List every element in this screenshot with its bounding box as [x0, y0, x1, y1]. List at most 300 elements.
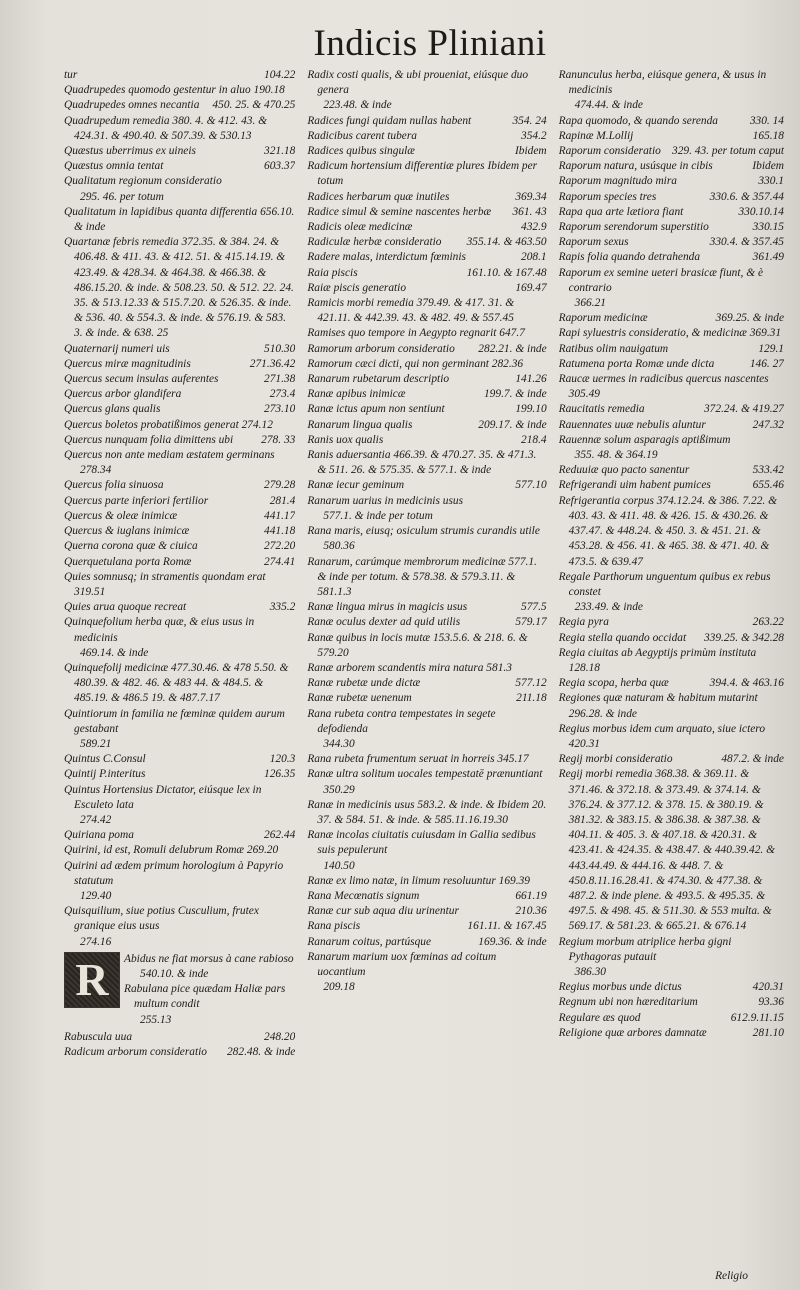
- entry-text: Quirini ad ædem primum horologium à Papyrio statutum: [64, 859, 284, 887]
- index-entry: [307, 68, 546, 114]
- entry-reference: 282.21. & inde: [478, 342, 547, 355]
- entry-reference: 441.18: [264, 525, 296, 538]
- index-entry: [559, 722, 784, 752]
- index-entry: [64, 205, 295, 235]
- entry-reference: 366.21: [574, 297, 606, 310]
- entry-text: Quercus glans qualis: [64, 403, 161, 416]
- entry-text: Ranæ lingua mirus in magicis usus: [307, 601, 468, 614]
- entry-reference: 279.28: [264, 479, 296, 492]
- entry-reference: 386.30: [574, 965, 606, 978]
- entry-text: Ranæ rubetæ unde dictæ: [307, 677, 421, 690]
- entry-reference: 208.1: [521, 251, 547, 264]
- entry-text: Rapinæ M.Lollij: [558, 129, 634, 142]
- index-entry: [559, 220, 784, 235]
- entry-text: Ranæ cur sub aqua diu urinentur: [307, 905, 459, 918]
- index-entry: [559, 646, 784, 676]
- entry-text: Ratibus olim nauigatum: [558, 342, 669, 355]
- entry-reference: 273.10: [264, 403, 296, 416]
- index-entry: [559, 433, 784, 463]
- entry-reference: 330.6. & 357.44: [709, 190, 784, 203]
- entry-text: Regulare æs quod: [558, 1011, 641, 1024]
- index-entry: [559, 995, 784, 1010]
- entry-reference: 577.10: [515, 479, 547, 492]
- index-entry: [307, 798, 546, 828]
- dropcap-entries: [124, 952, 295, 1028]
- entry-reference: 218.4: [521, 433, 547, 446]
- entry-text: Rapi syluestris consideratio, & medicinæ 369.31: [558, 327, 782, 340]
- entry-reference: 474.44. & inde: [574, 99, 643, 112]
- entry-text: Quirini, id est, Romuli delubrum Romæ 269.20: [64, 844, 279, 857]
- ornamental-initial: R: [64, 952, 120, 1008]
- entry-text: Religione quæ arbores damnatæ: [558, 1026, 707, 1039]
- index-entry: [559, 767, 784, 934]
- entry-reference: 577.12: [515, 677, 547, 690]
- entry-text: Raporum serendorum superstitio: [558, 221, 709, 234]
- page-title: Indicis Pliniani: [313, 23, 547, 64]
- index-entry: [559, 676, 784, 691]
- index-entry: [559, 935, 784, 981]
- entry-text: Ranarum uarius in medicinis usus: [307, 494, 464, 507]
- entry-reference: 210.36: [515, 905, 547, 918]
- entry-reference: 104.22: [264, 69, 296, 81]
- entry-text: Ramorum cæci dicti, qui non germinant 282.36: [307, 357, 524, 370]
- entry-text: Raporum sexus: [558, 236, 629, 249]
- entry-text: Rana rubeta frumentum seruat in horreis 345.17: [307, 753, 529, 766]
- entry-text: Quinquefolij medicinæ 477.30.46. & 478 5.50. & 480.39. & 482. 46. & 483 44. & 484.5. & 485.19. & 486.5 19. & 487.7.17: [64, 661, 289, 705]
- index-entry: [559, 159, 784, 174]
- entry-reference: 274.41: [264, 555, 296, 568]
- index-entry: [307, 326, 546, 341]
- index-entry: [64, 114, 295, 144]
- index-entry: [64, 342, 295, 357]
- index-entry: [307, 205, 546, 220]
- entry-reference: 335.2: [269, 601, 296, 614]
- entry-text: Quæstus uberrimus ex uineis: [64, 145, 196, 158]
- entry-text: Rabulana pice quædam Haliæ pars multum condit: [124, 983, 286, 1011]
- index-entry: [307, 357, 546, 372]
- entry-reference: 540.10. & inde: [140, 967, 209, 980]
- index-entry: [307, 950, 546, 996]
- entry-reference: 432.9: [521, 221, 547, 234]
- index-entry: [307, 250, 546, 265]
- index-entry: [559, 266, 784, 312]
- entry-reference: 441.17: [264, 509, 296, 522]
- entry-reference: 169.47: [515, 281, 547, 294]
- index-entry: [307, 615, 546, 630]
- index-entry: [64, 478, 295, 493]
- index-entry: [307, 159, 546, 189]
- entry-text: Ranarum marium uox fœminas ad coitum uocantium: [307, 950, 497, 978]
- index-entry: [307, 919, 546, 934]
- index-entry: [307, 433, 546, 448]
- index-entry: [64, 661, 295, 707]
- entry-text: Quæstus omnia tentat: [64, 160, 164, 173]
- entry-text: Refrigerandi uim habent pumices: [558, 479, 711, 492]
- entry-reference: 330.15: [752, 221, 784, 234]
- index-column-1: [64, 68, 295, 1283]
- entry-reference: 344.30: [323, 737, 355, 750]
- entry-reference: 141.26: [515, 373, 547, 386]
- entry-text: Quintij P.interitus: [64, 768, 146, 781]
- index-entry: [559, 1026, 784, 1041]
- entry-text: Radice simul & semine nascentes herbæ: [307, 205, 492, 218]
- entry-reference: 469.14. & inde: [80, 646, 149, 659]
- entry-reference: 661.19: [515, 889, 547, 902]
- entry-reference: 140.50: [323, 859, 355, 872]
- entry-reference: 120.3: [269, 753, 296, 766]
- entry-reference: 420.31: [752, 981, 784, 994]
- entry-reference: 247.32: [752, 418, 784, 431]
- entry-text: Radix costi qualis, & ubi proueniat, eiúsque duo genera: [307, 69, 529, 97]
- index-entry: [64, 235, 295, 341]
- index-entry: [307, 402, 546, 417]
- entry-reference: 223.48. & inde: [323, 99, 392, 112]
- entry-reference: 354. 24: [512, 114, 547, 127]
- entry-text: Regius morbus idem cum arquato, siue ictero 420.31: [558, 722, 766, 750]
- entry-text: Radicum hortensium differentiæ plures Ibidem per totum: [307, 160, 538, 188]
- entry-text: Rana maris, eiusq; osiculum strumis curandis utile: [307, 525, 540, 538]
- index-entry: [307, 555, 546, 601]
- index-entry: [307, 874, 546, 889]
- index-entry: [559, 68, 784, 114]
- index-entry: [64, 707, 295, 753]
- entry-reference: 129.40: [80, 889, 112, 902]
- index-entry: [559, 342, 784, 357]
- index-column-2: [307, 68, 546, 1283]
- entry-text: Quintus Hortensius Dictator, eiúsque lex in Esculeto lata: [64, 783, 262, 811]
- entry-text: Raucæ uermes in radicibus quercus nascentes 305.49: [558, 373, 769, 401]
- index-entry: [307, 342, 546, 357]
- entry-text: Quercus arbor glandifera: [64, 388, 182, 401]
- entry-text: Raiæ piscis generatio: [307, 281, 407, 294]
- entry-reference: 161.11. & 167.45: [467, 920, 547, 933]
- entry-text: Ranarum lingua qualis: [307, 418, 413, 431]
- entry-reference: 369.25. & inde: [715, 312, 784, 325]
- index-entry: [307, 691, 546, 706]
- index-entry: [64, 509, 295, 524]
- index-entry: [307, 676, 546, 691]
- index-entry: [64, 600, 295, 615]
- entry-reference: 271.36.42: [249, 357, 296, 370]
- index-entry: [64, 539, 295, 554]
- entry-text: Quercus folia sinuosa: [64, 479, 164, 492]
- index-entry: [307, 767, 546, 797]
- index-entry: [64, 418, 295, 433]
- entry-text: Regia stella quando occidat: [558, 631, 687, 644]
- index-entry: [307, 935, 546, 950]
- dropcap-section: [64, 952, 295, 1028]
- entry-reference: 577.5: [521, 601, 547, 614]
- entry-reference: 274.42: [80, 813, 112, 826]
- entry-text: Regiones quæ naturam & habitum mutarint 296.28. & inde: [558, 692, 758, 720]
- entry-text: Rana rubeta contra tempestates in segete defodienda: [307, 707, 496, 735]
- entry-text: Quintiorum in familia ne fœminæ quidem aurum gestabant: [64, 707, 285, 735]
- index-entry: [559, 752, 784, 767]
- index-entry: [64, 524, 295, 539]
- index-entry: [307, 220, 546, 235]
- entry-text: Rauennæ solum asparagis aptißimum: [558, 433, 731, 446]
- index-entry: [64, 83, 295, 98]
- entry-reference: 533.42: [752, 464, 784, 477]
- entry-text: Qualitatum regionum consideratio: [64, 175, 222, 188]
- entry-reference: 355. 48. & 364.19: [574, 449, 658, 462]
- index-entry: [64, 372, 295, 387]
- entry-text: Ranunculus herba, eiúsque genera, & usus in medicinis: [558, 69, 767, 97]
- entry-text: Radices fungi quidam nullas habent: [307, 114, 472, 127]
- entry-text: Quies arua quoque recreat: [64, 601, 187, 614]
- entry-text: Rapa qua arte lætiora fiant: [558, 205, 684, 218]
- entry-text: Ranis aduersantia 466.39. & 470.27. 35. & 471.3. & 511. 26. & 575.35. & 577.1. & inde: [307, 449, 537, 477]
- entry-reference: 361.49: [752, 251, 784, 264]
- entry-text: Ratumena porta Romæ unde dicta: [558, 357, 715, 370]
- entry-reference: 93.36: [758, 996, 784, 1009]
- entry-reference: 350.29: [323, 783, 355, 796]
- entry-text: Rapis folia quando detrahenda: [558, 251, 701, 264]
- index-entry: [559, 235, 784, 250]
- index-entry: [559, 478, 784, 493]
- index-entry: [559, 205, 784, 220]
- index-entry: [307, 904, 546, 919]
- entry-text: Ramises quo tempore in Aegypto regnarit 647.7: [307, 327, 525, 340]
- index-entry: [559, 463, 784, 478]
- entry-reference: 233.49. & inde: [574, 601, 643, 614]
- entry-text: Radicum arborum consideratio: [64, 1046, 208, 1058]
- index-entry: [559, 144, 784, 159]
- index-entry: [64, 555, 295, 570]
- index-entry: [64, 767, 295, 782]
- index-entry: [559, 418, 784, 433]
- entry-reference: 126.35: [264, 768, 296, 781]
- entry-reference: 354.2: [521, 129, 547, 142]
- entry-reference: Ibidem: [515, 145, 547, 158]
- index-entry: [307, 828, 546, 874]
- index-entry: [307, 387, 546, 402]
- index-entry: [307, 266, 546, 281]
- entry-reference: 579.17: [515, 616, 547, 629]
- index-columns: [64, 68, 784, 1283]
- index-entry: [559, 494, 784, 570]
- index-entry: [307, 296, 546, 326]
- entry-reference: 487.2. & inde: [721, 753, 784, 766]
- entry-reference: 580.36: [323, 540, 355, 553]
- entry-text: Raporum ex semine ueteri brasicæ fiunt, & è contrario: [558, 266, 764, 294]
- index-entry: [64, 68, 295, 83]
- index-entry: [307, 600, 546, 615]
- index-entry: [124, 952, 295, 982]
- entry-reference: 339.25. & 342.28: [703, 631, 784, 644]
- entry-text: Ranarum, carúmque membrorum medicinæ 577.1. & inde per totum. & 578.38. & 579.3.11. & 581.1.3: [307, 555, 537, 598]
- index-entry: [64, 615, 295, 661]
- entry-reference: 281.10: [752, 1026, 784, 1039]
- entry-text: Regia scopa, herba quæ: [558, 677, 669, 690]
- entry-text: Ranis uox qualis: [307, 433, 384, 446]
- index-entry: [64, 144, 295, 159]
- index-entry: [559, 190, 784, 205]
- index-entry: [307, 448, 546, 478]
- entry-reference: 282.48. & inde: [226, 1046, 296, 1058]
- index-entry: [64, 859, 295, 905]
- entry-text: Ramicis morbi remedia 379.49. & 417. 31. & 421.11. & 442.39. 43. & 482. 49. & 557.45: [307, 297, 515, 325]
- entry-text: Ranæ in medicinis usus 583.2. & inde. & Ibidem 20. 37. & 584. 51. & inde. & 585.11.16.19.30: [307, 798, 547, 826]
- index-entry: [307, 661, 546, 676]
- index-entry: [307, 129, 546, 144]
- index-entry: [559, 1011, 784, 1026]
- index-entry: [307, 418, 546, 433]
- entry-text: Reduuiæ quo pacto sanentur: [558, 464, 690, 477]
- entry-reference: 577.1. & inde per totum: [323, 509, 433, 522]
- index-entry: [64, 904, 295, 950]
- entry-text: Ranæ ex limo natæ, in limum resoluuntur 169.39: [307, 874, 530, 887]
- index-entry: [559, 372, 784, 402]
- entry-text: Radiculæ herbæ consideratio: [307, 236, 442, 249]
- entry-text: Querna corona quæ & ciuica: [64, 540, 198, 553]
- entry-text: Quinquefolium herba quæ, & eius usus in medicinis: [64, 616, 255, 644]
- entry-reference: 330.4. & 357.45: [709, 236, 784, 249]
- entry-reference: 295. 46. per totum: [80, 190, 164, 203]
- index-entry: [64, 448, 295, 478]
- index-entry: [64, 357, 295, 372]
- index-entry: [64, 174, 295, 204]
- entry-text: Radices quibus singulæ: [307, 145, 415, 158]
- index-entry: [559, 615, 784, 630]
- entry-reference: 129.1: [758, 342, 784, 355]
- entry-text: Radicis oleæ medicinæ: [307, 221, 413, 234]
- entry-text: Radicibus carent tubera: [307, 129, 417, 142]
- entry-reference: 169.36. & inde: [478, 935, 547, 948]
- entry-text: Quercus & oleæ inimicæ: [64, 509, 178, 522]
- entry-reference: 321.18: [264, 145, 296, 158]
- entry-text: Quaternarij numeri uis: [64, 342, 170, 355]
- index-entry: [64, 752, 295, 767]
- entry-text: Refrigerantia corpus 374.12.24. & 386. 7.22. & 403. 43. & 411. 48. & 426. 15. & 430.26. & 437.47. & 448.24. & 450. 3. & 451. 21. & 453.28. & 456. 41. & 465. 38. & 471. 40. & 473.5. & 639.47: [558, 494, 777, 568]
- entry-reference: 330. 14: [749, 114, 784, 127]
- entry-reference: 199.10: [515, 403, 547, 416]
- entry-reference: 161.10. & 167.48: [466, 266, 547, 279]
- index-entry: [307, 190, 546, 205]
- index-entry: [64, 1030, 295, 1045]
- index-entry: [307, 144, 546, 159]
- entry-text: Quercus boletos probatißimos generat 274.12: [64, 418, 273, 431]
- entry-text: Quartanæ febris remedia 372.35. & 384. 24. & 406.48. & 411. 43. & 412. 51. & 415.14.19. & 423.49. & 428.34. & 464.38. & 466.38. & 486.15.20. & inde. & 508.23. 50. & 512. 22. 24. 35. & 513.12.33 & 515.7.20. & 526.35. & inde. & 536. 40. & 554.3. & inde. & 576.19. & 583. 3. & inde. & 638. 25: [64, 236, 294, 340]
- index-entry: [64, 570, 295, 600]
- entry-reference: 248.20: [264, 1030, 296, 1043]
- entry-text: Quies somnusq; in stramentis quondam erat 319.51: [64, 570, 266, 598]
- entry-text: Abidus ne fiat morsus à cane rabioso: [124, 952, 294, 965]
- entry-reference: 612.9.11.15: [730, 1011, 784, 1024]
- entry-reference: 394.4. & 463.16: [709, 677, 784, 690]
- entry-text: Ranæ apibus inimicæ: [307, 388, 406, 401]
- entry-text: tur: [64, 69, 78, 81]
- index-entry: [307, 494, 546, 524]
- entry-reference: 262.44: [264, 829, 296, 842]
- index-entry: [559, 129, 784, 144]
- entry-text: Quercus miræ magnitudinis: [64, 357, 191, 370]
- index-entry: [559, 691, 784, 721]
- entry-reference: 355.14. & 463.50: [466, 236, 547, 249]
- entry-text: Quercus secum insulas auferentes: [64, 373, 219, 386]
- entry-reference: 281.4: [269, 494, 296, 507]
- entry-text: Rauennates uuæ nebulis aluntur: [558, 418, 706, 431]
- entry-text: Raporum medicinæ: [558, 312, 648, 325]
- entry-reference: 274.16: [80, 935, 112, 948]
- entry-text: Ramorum arborum consideratio: [307, 342, 455, 355]
- entry-text: Ranæ incolas ciuitatis cuiusdam in Gallia sedibus suis pepulerunt: [307, 829, 536, 857]
- index-entry: [307, 478, 546, 493]
- entry-text: Qualitatum in lapidibus quanta differentia 656.10. & inde: [64, 205, 295, 234]
- entry-reference: 209.17. & inde: [478, 418, 547, 431]
- entry-text: Ranarum rubetarum descriptio: [307, 373, 450, 386]
- entry-text: Regale Parthorum unguentum quibus ex rebus constet: [558, 570, 771, 598]
- entry-text: Ranæ quibus in locis mutæ 153.5.6. & 218. 6. & 579.20: [307, 631, 528, 659]
- index-entry: [559, 326, 784, 341]
- entry-text: Regia pyra: [558, 616, 609, 629]
- index-entry: [559, 114, 784, 129]
- entry-text: Quadrupedum remedia 380. 4. & 412. 43. & 424.31. & 490.40. & 507.39. & 530.13: [64, 114, 268, 142]
- index-entry: [559, 174, 784, 189]
- entry-text: Regij morbi consideratio: [558, 753, 673, 766]
- index-entry: [64, 783, 295, 829]
- entry-text: Regij morbi remedia 368.38. & 369.11. & 371.46. & 372.18. & 373.49. & 374.14. & 376.24. & 377.12. & 378. 15. & 380.19. & 381.32. & 383.15. & 386.38. & 387.38. & 404.11. & 405. 3. & 407.18. & 420.31. & 423.41. & 424.35. & 438.47. & 440.39.42. & 443.44.49. & 444.16. & 448. 7. & 450.8.11.16.28.41. & 474.30. & 477.38. & 487.2. & inde plene. & 493.5. & 495.35. & 497.5. & 498. 45. & 511.30. & 553 multa. & 569.17. & 581.23. & 665.21. & 676.14: [558, 768, 775, 933]
- index-entry: [124, 982, 295, 1028]
- entry-text: Raporum consideratio: [558, 145, 661, 158]
- entry-reference: 263.22: [752, 616, 784, 629]
- index-entry: [559, 311, 784, 326]
- entry-reference: 146. 27: [749, 357, 784, 370]
- entry-text: Raporum natura, usúsque in cibis: [558, 160, 713, 173]
- entry-reference: 589.21: [80, 737, 112, 750]
- entry-reference: 450. 25. & 470.25: [212, 99, 296, 112]
- entry-text: Raia piscis: [307, 266, 358, 279]
- entry-text: Rana Mecœnatis signum: [307, 889, 420, 902]
- entry-text: Ranæ ultra solitum uocales tempestatē prænuntiant: [307, 768, 543, 781]
- entry-text: Regnum ubi non hæreditarium: [558, 996, 698, 1009]
- index-entry: [307, 235, 546, 250]
- index-entry: [64, 159, 295, 174]
- index-entry: [559, 250, 784, 265]
- entry-reference: 272.20: [264, 540, 296, 553]
- entry-text: Quisquilium, siue potius Cusculium, frutex granique eius usus: [64, 905, 259, 933]
- entry-text: Quiriana poma: [64, 829, 134, 842]
- entry-text: Radices herbarum quæ inutiles: [307, 190, 450, 203]
- entry-reference: 361. 43: [512, 205, 547, 218]
- index-entry: [307, 752, 546, 767]
- entry-reference: 278.34: [80, 464, 112, 477]
- entry-text: Ranæ rubetæ uenenum: [307, 692, 412, 705]
- entry-text: Raporum species tres: [558, 190, 657, 203]
- entry-reference: 330.10.14: [738, 205, 784, 218]
- entry-reference: 278. 33: [261, 433, 296, 446]
- entry-reference: 165.18: [752, 129, 784, 142]
- entry-reference: 273.4: [269, 388, 296, 401]
- index-entry: [64, 433, 295, 448]
- entry-reference: Ibidem: [752, 160, 784, 173]
- entry-reference: 329. 43. per totum caput: [672, 145, 784, 158]
- entry-text: Querquetulana porta Romæ: [64, 555, 192, 568]
- entry-text: Quercus non ante mediam æstatem germinans: [64, 449, 275, 462]
- entry-reference: 209.18: [323, 981, 355, 994]
- entry-text: Quadrupedes omnes necantia: [64, 99, 200, 112]
- entry-text: Ranarum coitus, partúsque: [307, 935, 432, 948]
- index-entry: [307, 114, 546, 129]
- entry-reference: 330.1: [758, 175, 784, 188]
- entry-reference: 655.46: [752, 479, 784, 492]
- index-entry: [559, 980, 784, 995]
- entry-text: Ranæ iecur geminum: [307, 479, 405, 492]
- index-entry: [307, 372, 546, 387]
- entry-reference: 211.18: [516, 692, 547, 705]
- index-entry: [64, 494, 295, 509]
- entry-text: Regium morbum atriplice herba gigni Pythagoras putauit: [558, 935, 732, 963]
